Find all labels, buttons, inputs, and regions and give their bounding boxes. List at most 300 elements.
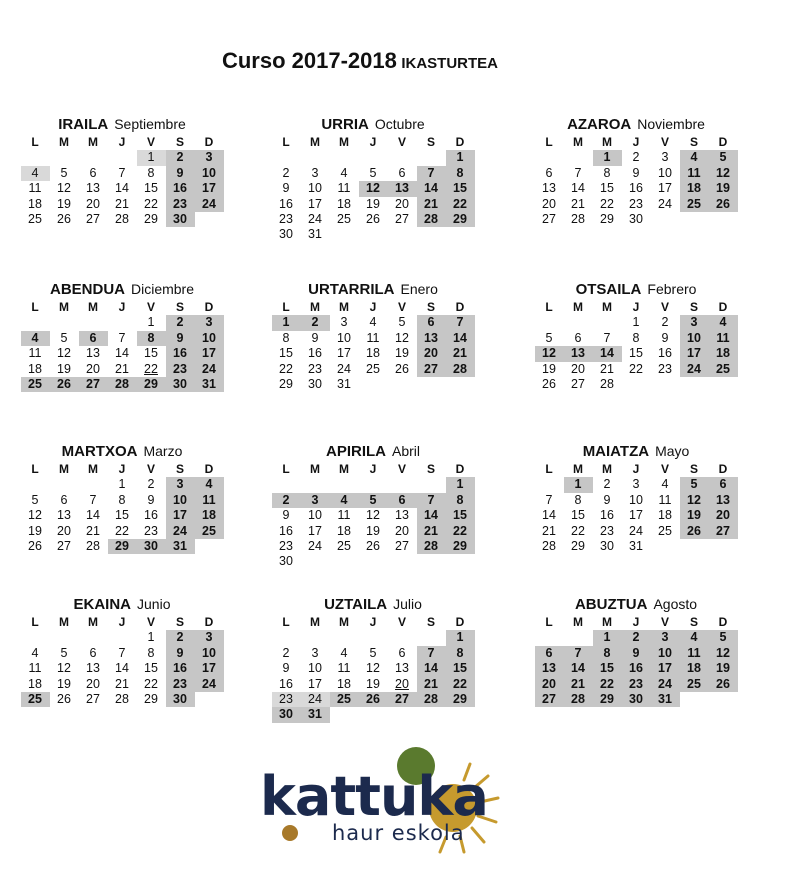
day-cell: [50, 661, 79, 676]
holiday-day-cell: [417, 331, 446, 346]
day-cell: [21, 539, 50, 554]
day-number: 12: [57, 346, 71, 361]
day-number: 23: [308, 361, 322, 376]
holiday-day-cell: [446, 197, 475, 212]
day-cell: [535, 181, 564, 196]
holiday-day-cell: [195, 493, 224, 508]
day-number: 23: [279, 538, 293, 553]
day-cell: [272, 331, 301, 346]
weekday-label: L: [545, 300, 553, 314]
weekday-label: S: [426, 615, 435, 629]
day-cell: [622, 524, 651, 539]
weekday-label: D: [718, 615, 728, 629]
weekday-label: J: [369, 300, 377, 314]
holiday-day-cell: [417, 181, 446, 196]
day-number: 6: [89, 165, 97, 180]
day-number: 16: [279, 196, 293, 211]
day-number: 20: [86, 676, 100, 691]
day-number: 10: [202, 645, 216, 660]
day-cell: [108, 181, 137, 196]
day-number: 14: [86, 508, 100, 523]
holiday-day-cell: [195, 661, 224, 676]
day-cell: [535, 331, 564, 346]
day-number: 3: [311, 645, 319, 660]
day-cell: [593, 166, 622, 181]
day-number: 10: [658, 165, 672, 180]
holiday-day-cell: [137, 539, 166, 554]
month-name-es: Agosto: [653, 596, 698, 612]
day-cell: [593, 493, 622, 508]
day-number: 11: [366, 330, 380, 345]
day-cell: [272, 661, 301, 676]
day-number: 3: [661, 150, 669, 165]
month-days-grid: [272, 300, 475, 392]
weekday-label: L: [31, 615, 39, 629]
day-number: 5: [60, 165, 68, 180]
day-number: 19: [395, 346, 409, 361]
weekday-label: S: [175, 135, 184, 149]
day-number: 8: [632, 330, 640, 345]
day-cell: [564, 524, 593, 539]
holiday-day-cell: [166, 150, 195, 165]
day-number: 13: [542, 661, 556, 676]
day-number: 23: [629, 676, 643, 691]
day-number: 9: [282, 181, 290, 196]
day-number: 6: [719, 477, 727, 492]
day-cell: [359, 539, 388, 554]
day-cell: [651, 181, 680, 196]
weekday-label: D: [455, 615, 465, 629]
holiday-day-cell: [359, 692, 388, 707]
day-number: 24: [308, 538, 322, 553]
day-number: 3: [632, 477, 640, 492]
day-cell: [651, 493, 680, 508]
logo-brand: kattuka: [260, 765, 488, 828]
month-days-grid: [21, 462, 224, 554]
day-number: 14: [571, 181, 585, 196]
day-cell: [622, 150, 651, 165]
day-number: 30: [308, 376, 322, 391]
day-number: 26: [57, 211, 71, 226]
month-days-grid: [21, 615, 224, 707]
day-number: 2: [282, 165, 290, 180]
day-number: 27: [57, 538, 71, 553]
holiday-day-cell: [195, 150, 224, 165]
day-cell: [651, 524, 680, 539]
day-number: 18: [366, 346, 380, 361]
day-number: 16: [658, 346, 672, 361]
holiday-day-cell: [301, 493, 330, 508]
holiday-day-cell: [564, 692, 593, 707]
day-cell: [50, 362, 79, 377]
weekday-label: L: [282, 615, 290, 629]
holiday-day-cell: [417, 362, 446, 377]
day-cell: [330, 539, 359, 554]
day-cell: [272, 508, 301, 523]
day-cell: [137, 362, 166, 377]
month-name-eu: ABUZTUA: [574, 596, 648, 613]
day-cell: [593, 362, 622, 377]
day-cell: [50, 166, 79, 181]
day-cell: [535, 362, 564, 377]
day-cell: [593, 524, 622, 539]
holiday-day-cell: [593, 646, 622, 661]
day-number: 25: [687, 676, 701, 691]
holiday-day-cell: [446, 212, 475, 227]
day-cell: [622, 315, 651, 330]
day-number: 23: [658, 361, 672, 376]
day-cell: [593, 197, 622, 212]
weekday-label: V: [660, 135, 669, 149]
day-cell: [108, 212, 137, 227]
day-number: 17: [173, 508, 187, 523]
day-number: 2: [661, 315, 669, 330]
holiday-day-cell: [680, 197, 709, 212]
day-number: 6: [398, 492, 406, 507]
day-number: 12: [687, 492, 701, 507]
day-number: 3: [311, 165, 319, 180]
holiday-day-cell: [535, 692, 564, 707]
day-number: 17: [687, 346, 701, 361]
weekday-label: D: [455, 135, 465, 149]
day-cell: [593, 181, 622, 196]
day-number: 29: [600, 691, 614, 706]
day-cell: [137, 677, 166, 692]
day-cell: [21, 197, 50, 212]
month-name-es: Febrero: [647, 281, 697, 297]
weekday-label: V: [660, 300, 669, 314]
day-cell: [535, 377, 564, 392]
day-number: 27: [86, 691, 100, 706]
day-number: 22: [144, 676, 158, 691]
weekday-label: M: [339, 462, 349, 476]
holiday-day-cell: [195, 197, 224, 212]
holiday-day-cell: [680, 508, 709, 523]
day-number: 12: [57, 181, 71, 196]
holiday-day-cell: [21, 377, 50, 392]
weekday-label: M: [59, 615, 69, 629]
weekday-label: S: [175, 300, 184, 314]
month-days-grid: [535, 462, 738, 554]
holiday-day-cell: [446, 661, 475, 676]
holiday-day-cell: [417, 346, 446, 361]
day-number: 28: [542, 538, 556, 553]
day-number: 1: [147, 150, 155, 165]
weekday-label: M: [59, 462, 69, 476]
holiday-day-cell: [680, 346, 709, 361]
day-number: 28: [571, 211, 585, 226]
day-cell: [301, 331, 330, 346]
kattuka-logo-graphic: [250, 740, 550, 860]
day-number: 14: [571, 661, 585, 676]
day-number: 23: [144, 523, 158, 538]
day-cell: [359, 646, 388, 661]
day-number: 11: [658, 492, 672, 507]
day-number: 22: [600, 676, 614, 691]
day-cell: [330, 377, 359, 392]
day-cell: [564, 197, 593, 212]
day-number: 16: [629, 661, 643, 676]
day-cell: [330, 181, 359, 196]
holiday-day-cell: [446, 508, 475, 523]
holiday-day-cell: [446, 362, 475, 377]
weekday-label: M: [602, 300, 612, 314]
day-number: 4: [690, 150, 698, 165]
day-number: 29: [453, 691, 467, 706]
day-cell: [330, 508, 359, 523]
weekday-label: J: [632, 615, 640, 629]
holiday-day-cell: [680, 150, 709, 165]
day-number: 27: [571, 376, 585, 391]
weekday-label: S: [689, 300, 698, 314]
day-number: 2: [282, 492, 290, 507]
weekday-label: S: [689, 615, 698, 629]
holiday-day-cell: [301, 707, 330, 722]
day-cell: [79, 166, 108, 181]
day-number: 26: [366, 538, 380, 553]
holiday-day-cell: [137, 331, 166, 346]
holiday-day-cell: [446, 493, 475, 508]
day-cell: [272, 554, 301, 569]
day-cell: [301, 181, 330, 196]
day-number: 13: [395, 508, 409, 523]
day-number: 7: [89, 492, 97, 507]
day-number: 19: [57, 676, 71, 691]
day-number: 1: [147, 315, 155, 330]
day-number: 17: [202, 346, 216, 361]
month-maiatza: [531, 440, 741, 554]
holiday-day-cell: [593, 346, 622, 361]
day-number: 14: [424, 508, 438, 523]
day-cell: [330, 197, 359, 212]
holiday-day-cell: [417, 508, 446, 523]
day-number: 10: [308, 181, 322, 196]
holiday-day-cell: [593, 661, 622, 676]
day-number: 12: [366, 181, 380, 196]
month-days-grid: [21, 300, 224, 392]
holiday-day-cell: [446, 315, 475, 330]
holiday-day-cell: [622, 661, 651, 676]
day-number: 1: [456, 150, 464, 165]
day-number: 28: [600, 376, 614, 391]
weekday-label: L: [282, 135, 290, 149]
day-cell: [330, 166, 359, 181]
day-number: 19: [28, 523, 42, 538]
day-number: 17: [308, 196, 322, 211]
day-number: 17: [308, 676, 322, 691]
day-number: 18: [658, 508, 672, 523]
day-cell: [330, 315, 359, 330]
weekday-label: L: [282, 300, 290, 314]
day-cell: [21, 524, 50, 539]
holiday-day-cell: [166, 181, 195, 196]
day-cell: [535, 212, 564, 227]
holiday-day-cell: [272, 707, 301, 722]
holiday-day-cell: [651, 646, 680, 661]
holiday-day-cell: [535, 677, 564, 692]
holiday-day-cell: [446, 150, 475, 165]
day-number: 3: [205, 315, 213, 330]
day-cell: [21, 346, 50, 361]
day-number: 4: [31, 330, 39, 345]
day-cell: [272, 166, 301, 181]
day-number: 8: [147, 165, 155, 180]
day-number: 8: [456, 645, 464, 660]
day-cell: [593, 377, 622, 392]
day-number: 2: [176, 630, 184, 645]
holiday-day-cell: [593, 692, 622, 707]
day-cell: [137, 197, 166, 212]
weekday-label: J: [369, 462, 377, 476]
day-number: 8: [147, 645, 155, 660]
weekday-label: M: [310, 462, 320, 476]
month-days-grid: [535, 300, 738, 392]
day-number: 19: [57, 361, 71, 376]
day-number: 3: [340, 315, 348, 330]
day-number: 9: [632, 645, 640, 660]
day-cell: [330, 331, 359, 346]
day-cell: [50, 692, 79, 707]
holiday-day-cell: [195, 181, 224, 196]
day-cell: [651, 362, 680, 377]
day-number: 18: [202, 508, 216, 523]
day-number: 8: [574, 492, 582, 507]
day-number: 20: [395, 523, 409, 538]
holiday-day-cell: [417, 661, 446, 676]
holiday-day-cell: [108, 377, 137, 392]
day-number: 26: [57, 691, 71, 706]
day-number: 20: [395, 196, 409, 211]
day-number: 24: [308, 691, 322, 706]
day-cell: [272, 181, 301, 196]
day-number: 26: [687, 523, 701, 538]
day-cell: [330, 346, 359, 361]
day-cell: [330, 646, 359, 661]
day-number: 19: [366, 523, 380, 538]
day-number: 29: [144, 211, 158, 226]
day-number: 17: [629, 508, 643, 523]
day-number: 7: [118, 330, 126, 345]
day-number: 6: [60, 492, 68, 507]
holiday-day-cell: [446, 692, 475, 707]
day-number: 31: [202, 376, 216, 391]
day-number: 26: [57, 376, 71, 391]
month-name-eu: APIRILA: [325, 443, 386, 460]
day-number: 20: [542, 196, 556, 211]
day-number: 4: [31, 165, 39, 180]
day-number: 27: [395, 691, 409, 706]
holiday-day-cell: [417, 493, 446, 508]
weekday-label: S: [426, 135, 435, 149]
weekday-label: V: [660, 462, 669, 476]
day-number: 4: [340, 165, 348, 180]
day-cell: [359, 212, 388, 227]
month-name-es: Marzo: [143, 443, 183, 459]
holiday-day-cell: [651, 630, 680, 645]
day-cell: [21, 646, 50, 661]
day-cell: [108, 362, 137, 377]
day-cell: [388, 508, 417, 523]
holiday-day-cell: [137, 377, 166, 392]
day-number: 2: [603, 477, 611, 492]
holiday-day-cell: [564, 477, 593, 492]
month-header: [531, 593, 741, 615]
day-number: 27: [86, 211, 100, 226]
day-number: 25: [202, 523, 216, 538]
day-cell: [651, 166, 680, 181]
weekday-label: L: [545, 135, 553, 149]
day-number: 16: [144, 508, 158, 523]
day-number: 18: [337, 523, 351, 538]
day-number: 15: [115, 508, 129, 523]
holiday-day-cell: [79, 331, 108, 346]
day-cell: [622, 166, 651, 181]
holiday-day-cell: [622, 677, 651, 692]
holiday-day-cell: [195, 315, 224, 330]
day-number: 14: [115, 346, 129, 361]
day-number: 7: [545, 492, 553, 507]
holiday-day-cell: [709, 477, 738, 492]
holiday-day-cell: [359, 493, 388, 508]
day-number: 16: [629, 181, 643, 196]
day-number: 29: [115, 538, 129, 553]
holiday-day-cell: [680, 166, 709, 181]
month-otsaila: [531, 278, 741, 392]
day-number: 6: [545, 165, 553, 180]
day-number: 6: [398, 165, 406, 180]
day-number: 26: [716, 676, 730, 691]
day-number: 29: [600, 211, 614, 226]
day-number: 21: [542, 523, 556, 538]
month-name-eu: AZAROA: [567, 116, 632, 133]
month-name-es: Julio: [393, 596, 422, 612]
holiday-day-cell: [166, 331, 195, 346]
day-number: 25: [716, 361, 730, 376]
holiday-day-cell: [330, 493, 359, 508]
month-header: [531, 278, 741, 300]
day-number: 18: [687, 181, 701, 196]
day-number: 22: [600, 196, 614, 211]
weekday-label: J: [369, 615, 377, 629]
day-cell: [137, 477, 166, 492]
day-cell: [301, 524, 330, 539]
day-number: 12: [366, 508, 380, 523]
day-number: 7: [574, 165, 582, 180]
day-cell: [388, 331, 417, 346]
weekday-label: M: [339, 300, 349, 314]
day-cell: [21, 661, 50, 676]
day-number: 25: [658, 523, 672, 538]
holiday-day-cell: [446, 477, 475, 492]
day-number: 2: [147, 477, 155, 492]
day-number: 12: [28, 508, 42, 523]
day-number: 14: [115, 661, 129, 676]
day-number: 6: [398, 645, 406, 660]
day-number: 5: [719, 150, 727, 165]
day-number: 24: [202, 676, 216, 691]
weekday-label: J: [632, 135, 640, 149]
day-number: 13: [395, 181, 409, 196]
holiday-day-cell: [195, 166, 224, 181]
day-number: 7: [427, 492, 435, 507]
day-number: 15: [279, 346, 293, 361]
holiday-day-cell: [166, 477, 195, 492]
day-number: 28: [115, 211, 129, 226]
holiday-day-cell: [593, 150, 622, 165]
day-number: 28: [424, 538, 438, 553]
day-number: 3: [205, 150, 213, 165]
day-number: 8: [282, 330, 290, 345]
